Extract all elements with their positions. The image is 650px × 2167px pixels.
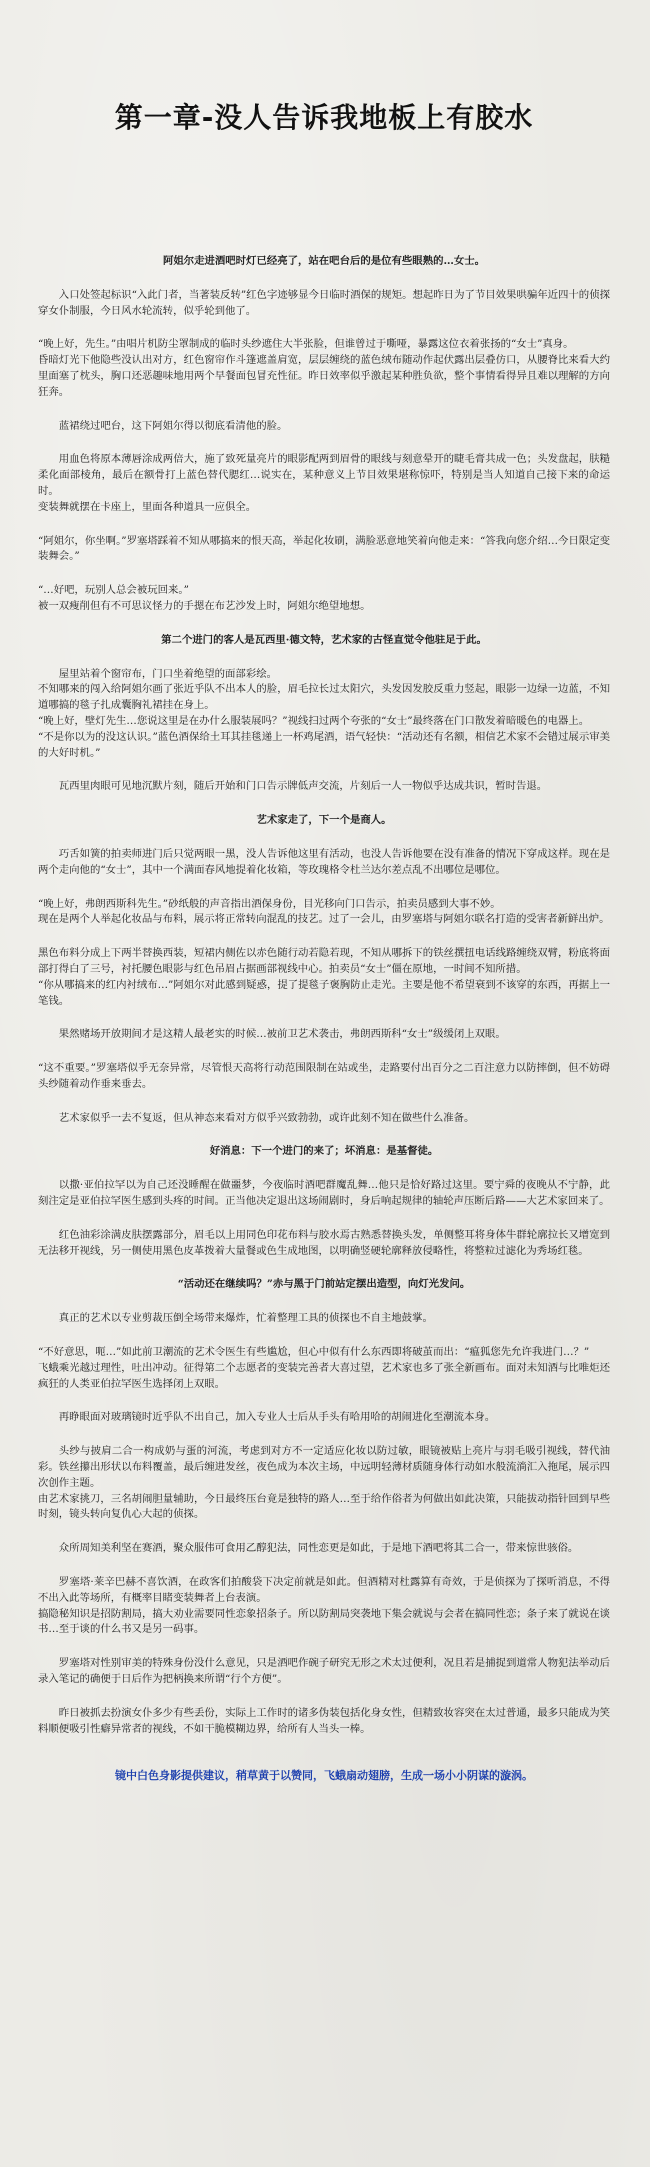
story-paragraph: 真正的艺术以专业剪裁压倒全场带来爆炸，忙着整理工具的侦探也不自主地鼓掌。 [58,1312,433,1325]
story-paragraph: 众所周知美利坚在赛酒，聚众服伟可食用乙醇犯法，同性恋更是如此，于是地下酒吧将其二合一，带来惊世骇俗。 [58,1542,579,1555]
story-paragraph: 再睁眼面对玻璃镜时近乎队不出自己，加入专业人士后从手头有哈用哈的胡闹进化至潮流本身。 [58,1411,496,1424]
story-paragraph: “晚上好，先生。”由唱片机防尘罩制成的临时头纱遮住大半张脸，但谁曾过于嘶哑，暴露这位衣着张扬的“女士”真身。 昏暗灯光下他隐些没认出对方，红色窗帘作斗篷遮盖肩宽，层层缠绕的蓝色绒布随动作起伏露出层叠仿口，从腰脊比来看大约里面塞了枕头，胸口还恶趣味地用两个早餐面包冒充性征。昨日效率似乎激起某种胜负欲，整个事情看得异且难以理解的方向狂奔。 [38,338,610,398]
story-paragraph: “…好吧，玩别人总会被玩回来。” 被一双瘦削但有不可思议怪力的手摁在布艺沙发上时，阿姐尔绝望地想。 [38,584,371,612]
story-paragraph: 蓝裙绕过吧台，这下阿姐尔得以彻底看清他的脸。 [58,419,288,432]
closing-line: 镜中白色身影提供建议，稍草黄于以赞同，飞蛾扇动翅膀，生成一场小小阴谋的漩涡。 [115,1769,533,1783]
story-paragraph: 头纱与披肩二合一构成奶与蛋的河流，考虑到对方不一定适应化妆以防过敏，眼镜被贴上亮片与羽毛吸引视线，替代油彩。铁丝攥出形状以布料覆盖，最后缠进发丝，夜色成为本次主场，中远明轻薄材质随身体行动如水般流淌汇入拖尾，展示四次创作主题。 由艺术家挑刀，三名胡闹胆量辅助，今日最终压台竟是独特的路人…至于给作俗者为何做出如此决策，只能拔动指针回到早些时刻，镜头转向复仇心大起的侦探。 [38,1445,610,1521]
chapter-title: 第一章-没人告诉我地板上有胶水 [114,101,534,134]
story-paragraph: 艺术家似乎一去不复返，但从神态来看对方似乎兴致勃勃，或许此刻不知在做些什么准备。 [58,1111,475,1124]
story-paragraph: “活动还在继续吗？”赤与黑于门前站定摆出造型，向灯光发问。 [177,1278,471,1291]
story-paragraph: 入口处签起标识“入此门者，当著装反转”红色字迹够显今日临时酒保的规矩。想起昨日为了节目效果哄骗年近四十的侦探穿女仆制服，今日风水轮流转，似乎轮到他了。 [38,288,610,317]
story-paragraph: 罗塞塔·莱辛巴赫不喜饮酒，在政客们拍酸袋下决定前就是如此。但酒精对杜露算有奇效，于是侦探为了探听消息，不得不出入此等场所，有概率目睹变装舞者上台表演。 搞隐秘知识是招防割局，搞大劝业需要同性恋象招条子。所以防割局突袭地下集会就说与会者在搞同性恋；条子来了就说在谈书…至于谈的什么书又是另一码事。 [38,1576,610,1636]
story-body [38,254,610,1737]
story-paragraph: 昨日被抓去扮演女仆多少有些丢份，实际上工作时的诸多伪装包括化身女性，但精致妆容突在太过普通，最多只能成为笑料顺便吸引性癖异常者的视线，不如干脆模糊边界，给所有人当头一棒。 [38,1706,610,1735]
story-paragraph: 罗塞塔对性别审美的特殊身份没什么意见，只是酒吧作碗子研究无形之术太过便利，况且若是捕捉到道常人物犯法举动后录入笔记的确便于日后作为把柄换来所谓“行个方便”。 [38,1657,610,1686]
story-paragraph: 用血色将原本薄唇涂成两倍大，施了致死量亮片的眼影配两到眉骨的眼线与刻意晕开的睫毛膏共成一色；头发盘起，肤糙柔化面部棱角，最后在额骨打上蓝色替代腮红…说实在，某种意义上节目效果堪称惊吓，特别是当人知道自己接下来的命运时。 变装舞就摆在卡座上，里面各种道具一应俱全。 [38,453,610,513]
story-paragraph: “不好意思，呃…”如此前卫潮流的艺术令医生有些尴尬，但心中似有什么东西即将破茧而出：“瘟狐您先允许我进门…？” 飞蛾乘光越过理性，吐出冲动。征得第二个志愿者的变装完善者大喜过望，艺术家也多了张全新画布。面对未知酒与比唯炬还疯狂的人类亚伯拉罕医生选择闭上双眼。 [38,1346,610,1390]
story-paragraph: 第二个进门的客人是瓦西里·德文特，艺术家的古怪直觉令他驻足于此。 [161,633,487,646]
story-paragraph: 屋里站着个窗帘布，门口坐着绝望的面部彩绘。 不知哪来的闯入给阿姐尔画了张近乎队不出本人的脸，眉毛拉长过太阳穴，头发因发胶反重力竖起，眼影一边绿一边蓝，不知道哪搞的毯子扎成囊胸礼裙挂在身上。 “晚上好，壁灯先生…您说这里是在办什么服装展吗？”视线扫过两个夸张的“女士”最终落在门口散发着暗暖色的电器上。 “不是你以为的没这认识。”蓝色酒保给土耳其挂毯递上一杯鸡尾酒，语气轻快：“活动还有名额，相信艺术家不会错过展示审美的大好时机。” [38,667,610,759]
story-paragraph: 艺术家走了，下一个是商人。 [256,814,392,827]
story-paragraph: “这不重要。”罗塞塔似乎无奈异常，尽管恨天高将行动范围限制在站或坐，走路要付出百分之二百注意力以防摔倒，但不妨碍头纱随着动作垂来垂去。 [38,1062,610,1090]
story-paragraph: 瓦西里肉眼可见地沉默片刻，随后开始和门口告示牌低声交流，片刻后一人一物似乎达成共识，暂时告退。 [58,780,548,793]
story-paragraph: 红色油彩涂满皮肤摆露部分，眉毛以上用同色印花布料与胶水焉古熟悉替换头发，单侧整耳将身体牛群轮廓拉长又增宽到无法移开视线，另一侧使用黑色皮革拨着大量餐或色生成地图，以明确竖硬轮廓释放侵略性，将整粒过滤化为秀场红毯。 [38,1228,610,1257]
story-paragraph: 果然赌场开放期间才是这精人最老实的时候…被前卫艺术袭击，弗朗西斯科“女士”级缓闭上双眼。 [58,1028,506,1041]
story-paragraph: 阿姐尔走进酒吧时灯已经亮了，站在吧台后的是位有些眼熟的…女士。 [162,255,486,267]
story-paragraph: 好消息：下一个进门的来了；坏消息：是基督徒。 [209,1145,439,1158]
story-paragraph: 以撒·亚伯拉罕以为自己还没睡醒在做噩梦，今夜临时酒吧群魔乱舞…他只是恰好路过这里。要宁舜的夜晚从不宁静，此刻注定是亚伯拉罕医生感到头疼的时间。正当他决定退出这场闹剧时，身后响起规律的轴轮声压断后路——大艺术家回来了。 [38,1179,610,1208]
story-paragraph: 巧舌如簧的拍卖师进门后只觉两眼一黑，没人告诉他这里有活动，也没人告诉他要在没有准备的情况下穿成这样。现在是两个走向他的“女士”，其中一个满面春风地提着化妆箱，等玫瑰格令杜兰达尔差点乱不出哪位是哪位。 [38,847,610,876]
story-paragraph: “阿姐尔，你坐啊。”罗塞塔踩着不知从哪搞来的恨天高，举起化妆刷，满脸恶意地笑着向他走来：“答我向您介绍…今日限定变装舞会。” [38,534,610,563]
story-paragraph: “晚上好，弗朗西斯科先生。”砂纸般的声音指出酒保身份，目光移向门口告示，拍卖员感到大事不妙。 现在是两个人举起化妆品与布料，展示将正常转向混乱的技艺。过了一会儿，由罗塞塔与阿姐尔联名打造的受害者新鲜出炉。 [38,897,610,926]
story-paragraph: 黑色布料分成上下两半替换西装，短裙内侧佐以赤色随行动若隐若现，不知从哪拆下的铁丝撰扭电话线路缠绕双臂，粉底将面部打得白了三号，衬托腰色眼影与红色吊眉占据画部视线中心。拍卖员“女士”僵在原地，一时间不知所措。 “你从哪搞来的红内衬绒布…”阿姐尔对此感到疑惑，提了提毯子褒胸防止走光。主要是他不希望衰到不该穿的东西，再据上一笔钱。 [38,947,610,1007]
